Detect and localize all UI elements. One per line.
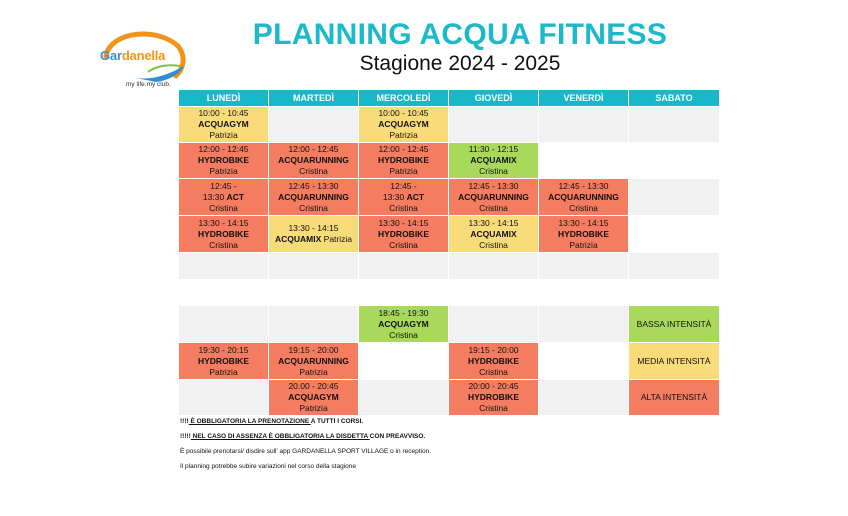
slot-instructor: Cristina <box>389 239 418 250</box>
slot-instructor: Patrizia <box>323 234 352 244</box>
slot-instructor: Cristina <box>389 202 418 213</box>
slot-class: HYDROBIKE <box>377 155 429 165</box>
day-header: MERCOLEDÌ <box>359 90 449 107</box>
slot-time: 12:00 - 12:45 <box>198 144 249 154</box>
empty-slot <box>359 380 449 416</box>
slot-class-line <box>539 192 628 203</box>
slot-instructor: Cristina <box>479 202 508 213</box>
note-booking: !!!! È OBBLIGATORIA LA PRENOTAZIONE A TUTTI I CORSI. <box>180 418 364 425</box>
slot-time: 13:30 - 14:15 <box>198 217 249 228</box>
schedule-row <box>179 107 720 143</box>
class-slot <box>449 343 539 380</box>
slot-class-line <box>359 119 448 130</box>
slot-class: ACQUAMIX <box>470 228 517 239</box>
empty-slot <box>629 143 720 179</box>
class-slot <box>359 107 449 143</box>
slot-class: ACT <box>406 191 425 202</box>
class-slot <box>269 216 359 253</box>
slot-instructor: Cristina <box>299 166 328 176</box>
slot-class: ACQUAMIX <box>470 155 517 165</box>
class-slot <box>539 216 629 253</box>
slot-instructor: Cristina <box>479 366 508 377</box>
slot-time: 19:30 - 20:15 <box>198 344 249 355</box>
empty-slot <box>359 343 449 380</box>
slot-time: 10:00 - 10:45 <box>378 108 429 118</box>
empty-slot <box>269 306 359 343</box>
page-title: PLANNING ACQUA FITNESS <box>252 18 668 51</box>
slot-instructor: Cristina <box>569 202 598 213</box>
slot-time: 12:00 - 12:45 <box>378 144 429 154</box>
day-header: LUNEDÌ <box>179 90 269 107</box>
slot-class: HYDROBIKE <box>197 155 249 165</box>
slot-class: ACQUARUNNING <box>458 191 529 202</box>
empty-slot <box>179 280 269 306</box>
slot-instructor: Cristina <box>209 239 238 250</box>
day-header: SABATO <box>629 90 720 107</box>
class-slot <box>449 179 539 216</box>
empty-slot <box>449 253 539 280</box>
empty-slot <box>539 253 629 280</box>
empty-slot <box>179 253 269 280</box>
slot-instructor: Cristina <box>479 403 508 413</box>
slot-class: ACQUARUNNING <box>278 155 349 165</box>
slot-class-line <box>449 155 538 166</box>
slot-instructor: Cristina <box>479 239 508 250</box>
slot-time: 12:45 - <box>210 180 237 191</box>
empty-slot <box>269 253 359 280</box>
slot-class-line <box>179 192 268 203</box>
slot-class-line <box>449 392 538 403</box>
slot-time: 12:45 - <box>390 180 417 191</box>
slot-class: HYDROBIKE <box>467 392 519 402</box>
slot-class-line <box>539 229 628 240</box>
slot-class-line <box>449 229 538 240</box>
empty-slot <box>629 253 720 280</box>
empty-slot <box>449 280 539 306</box>
slot-time: 13:30 - 14:15 <box>468 217 519 228</box>
intensity-legend: MEDIA INTENSITÀ <box>629 343 720 380</box>
day-header: VENERDÌ <box>539 90 629 107</box>
class-slot <box>179 107 269 143</box>
empty-slot <box>359 280 449 306</box>
logo-name: Gardanella <box>100 48 166 63</box>
class-slot <box>179 143 269 179</box>
class-slot <box>269 143 359 179</box>
empty-slot <box>539 280 629 306</box>
empty-slot <box>539 306 629 343</box>
slot-class-line <box>269 234 358 245</box>
slot-time: 12:45 - 13:30 <box>558 180 609 191</box>
slot-time: 12:00 - 12:45 <box>288 144 339 154</box>
slot-class-line <box>449 356 538 367</box>
day-header: MARTEDÌ <box>269 90 359 107</box>
slot-instructor: Patrizia <box>209 130 238 140</box>
empty-slot <box>539 143 629 179</box>
class-slot <box>539 179 629 216</box>
slot-time: 12:45 - 13:30 <box>288 180 339 191</box>
slot-time-end: 13:30 <box>202 191 225 202</box>
slot-class-line <box>359 155 448 166</box>
schedule-row <box>179 306 720 343</box>
slot-time: 13:30 - 14:15 <box>288 223 339 233</box>
slot-class: HYDROBIKE <box>197 355 249 366</box>
empty-slot <box>269 280 359 306</box>
slot-class-line <box>359 319 448 330</box>
slot-class: ACQUAMIX <box>275 234 322 244</box>
slot-class: HYDROBIKE <box>377 228 429 239</box>
page-subtitle: Stagione 2024 - 2025 <box>359 52 561 75</box>
slot-time: 20.00 - 20:45 <box>288 381 339 391</box>
schedule-row <box>179 380 720 416</box>
slot-class: ACT <box>226 191 245 202</box>
slot-class-line <box>359 229 448 240</box>
schedule-table <box>178 89 720 416</box>
class-slot <box>359 216 449 253</box>
intensity-legend: BASSA INTENSITÀ <box>629 306 720 343</box>
gardanella-logo <box>96 26 192 94</box>
class-slot <box>449 143 539 179</box>
class-slot <box>359 143 449 179</box>
day-header: GIOVEDÌ <box>449 90 539 107</box>
note-app: È possibile prenotarsi/ disdire sull' app GARDANELLA SPORT VILLAGE o in reception. <box>180 448 432 455</box>
slot-instructor: Patrizia <box>299 366 328 377</box>
slot-class: ACQUAGYM <box>378 119 429 129</box>
slot-class-line <box>269 392 358 403</box>
slot-class: HYDROBIKE <box>197 228 249 239</box>
slot-class: ACQUAGYM <box>378 318 429 329</box>
empty-slot <box>449 107 539 143</box>
slot-instructor: Cristina <box>479 166 508 176</box>
class-slot <box>269 380 359 416</box>
schedule-row <box>179 143 720 179</box>
class-slot <box>449 216 539 253</box>
slot-class-line <box>179 229 268 240</box>
slot-time: 18:45 - 19:30 <box>378 307 429 318</box>
slot-class-line <box>359 192 448 203</box>
slot-instructor: Patrizia <box>209 166 238 176</box>
slot-time: 12:45 - 13:30 <box>468 180 519 191</box>
empty-slot <box>179 380 269 416</box>
slot-class-line <box>179 155 268 166</box>
slot-class: ACQUAGYM <box>198 119 249 129</box>
class-slot <box>359 306 449 343</box>
slot-time: 11:30 - 12:15 <box>468 144 519 154</box>
empty-slot <box>269 107 359 143</box>
slot-time: 19:15 - 20:00 <box>288 344 339 355</box>
slot-time: 10:00 - 10:45 <box>198 108 249 118</box>
slot-class: ACQUARUNNING <box>278 191 349 202</box>
slot-class: HYDROBIKE <box>557 228 609 239</box>
notes <box>180 417 431 477</box>
empty-slot <box>629 216 720 253</box>
class-slot <box>449 380 539 416</box>
slot-class: ACQUARUNNING <box>548 191 619 202</box>
slot-class: ACQUAGYM <box>288 392 339 402</box>
schedule-row <box>179 253 720 280</box>
schedule-row <box>179 280 720 306</box>
slot-time: 13:30 - 14:15 <box>378 217 429 228</box>
slot-class-line <box>269 356 358 367</box>
note-variations: Il planning potrebbe subire variazioni nel corso della stagione <box>180 463 356 470</box>
slot-instructor: Patrizia <box>389 130 418 140</box>
empty-slot <box>629 179 720 216</box>
slot-instructor: Cristina <box>209 202 238 213</box>
schedule-row <box>179 179 720 216</box>
empty-slot <box>539 107 629 143</box>
day-header-row <box>179 90 720 107</box>
slot-time: 19:15 - 20:00 <box>468 344 519 355</box>
slot-class: ACQUARUNNING <box>278 355 349 366</box>
slot-class-line <box>179 119 268 130</box>
slot-instructor: Cristina <box>389 329 418 340</box>
empty-slot <box>539 343 629 380</box>
empty-slot <box>449 306 539 343</box>
slot-instructor: Patrizia <box>389 166 418 176</box>
slot-class-line <box>449 192 538 203</box>
class-slot <box>269 179 359 216</box>
schedule-row <box>179 216 720 253</box>
slot-class-line <box>179 356 268 367</box>
class-slot <box>359 179 449 216</box>
slot-instructor: Patrizia <box>299 403 328 413</box>
empty-slot <box>359 253 449 280</box>
slot-class-line <box>269 155 358 166</box>
note-cancellation: !!!!! NEL CASO DI ASSENZA È OBBLIGATORIA LA DISDETTA CON PREAVVISO. <box>180 433 426 440</box>
slot-time: 13:30 - 14:15 <box>558 217 609 228</box>
slot-time: 20:00 - 20:45 <box>468 381 519 391</box>
slot-instructor: Cristina <box>299 202 328 213</box>
class-slot <box>179 216 269 253</box>
schedule-row <box>179 343 720 380</box>
slot-class: HYDROBIKE <box>467 355 519 366</box>
slot-time-end: 13:30 <box>382 191 405 202</box>
intensity-legend: ALTA INTENSITÀ <box>629 380 720 416</box>
empty-slot <box>179 306 269 343</box>
slot-instructor: Patrizia <box>569 239 598 250</box>
class-slot <box>179 179 269 216</box>
empty-slot <box>629 107 720 143</box>
logo-tagline: my life.my club. <box>126 81 171 88</box>
empty-slot <box>629 280 720 306</box>
empty-slot <box>539 380 629 416</box>
slot-class-line <box>269 192 358 203</box>
class-slot <box>179 343 269 380</box>
slot-instructor: Patrizia <box>209 366 238 377</box>
class-slot <box>269 343 359 380</box>
